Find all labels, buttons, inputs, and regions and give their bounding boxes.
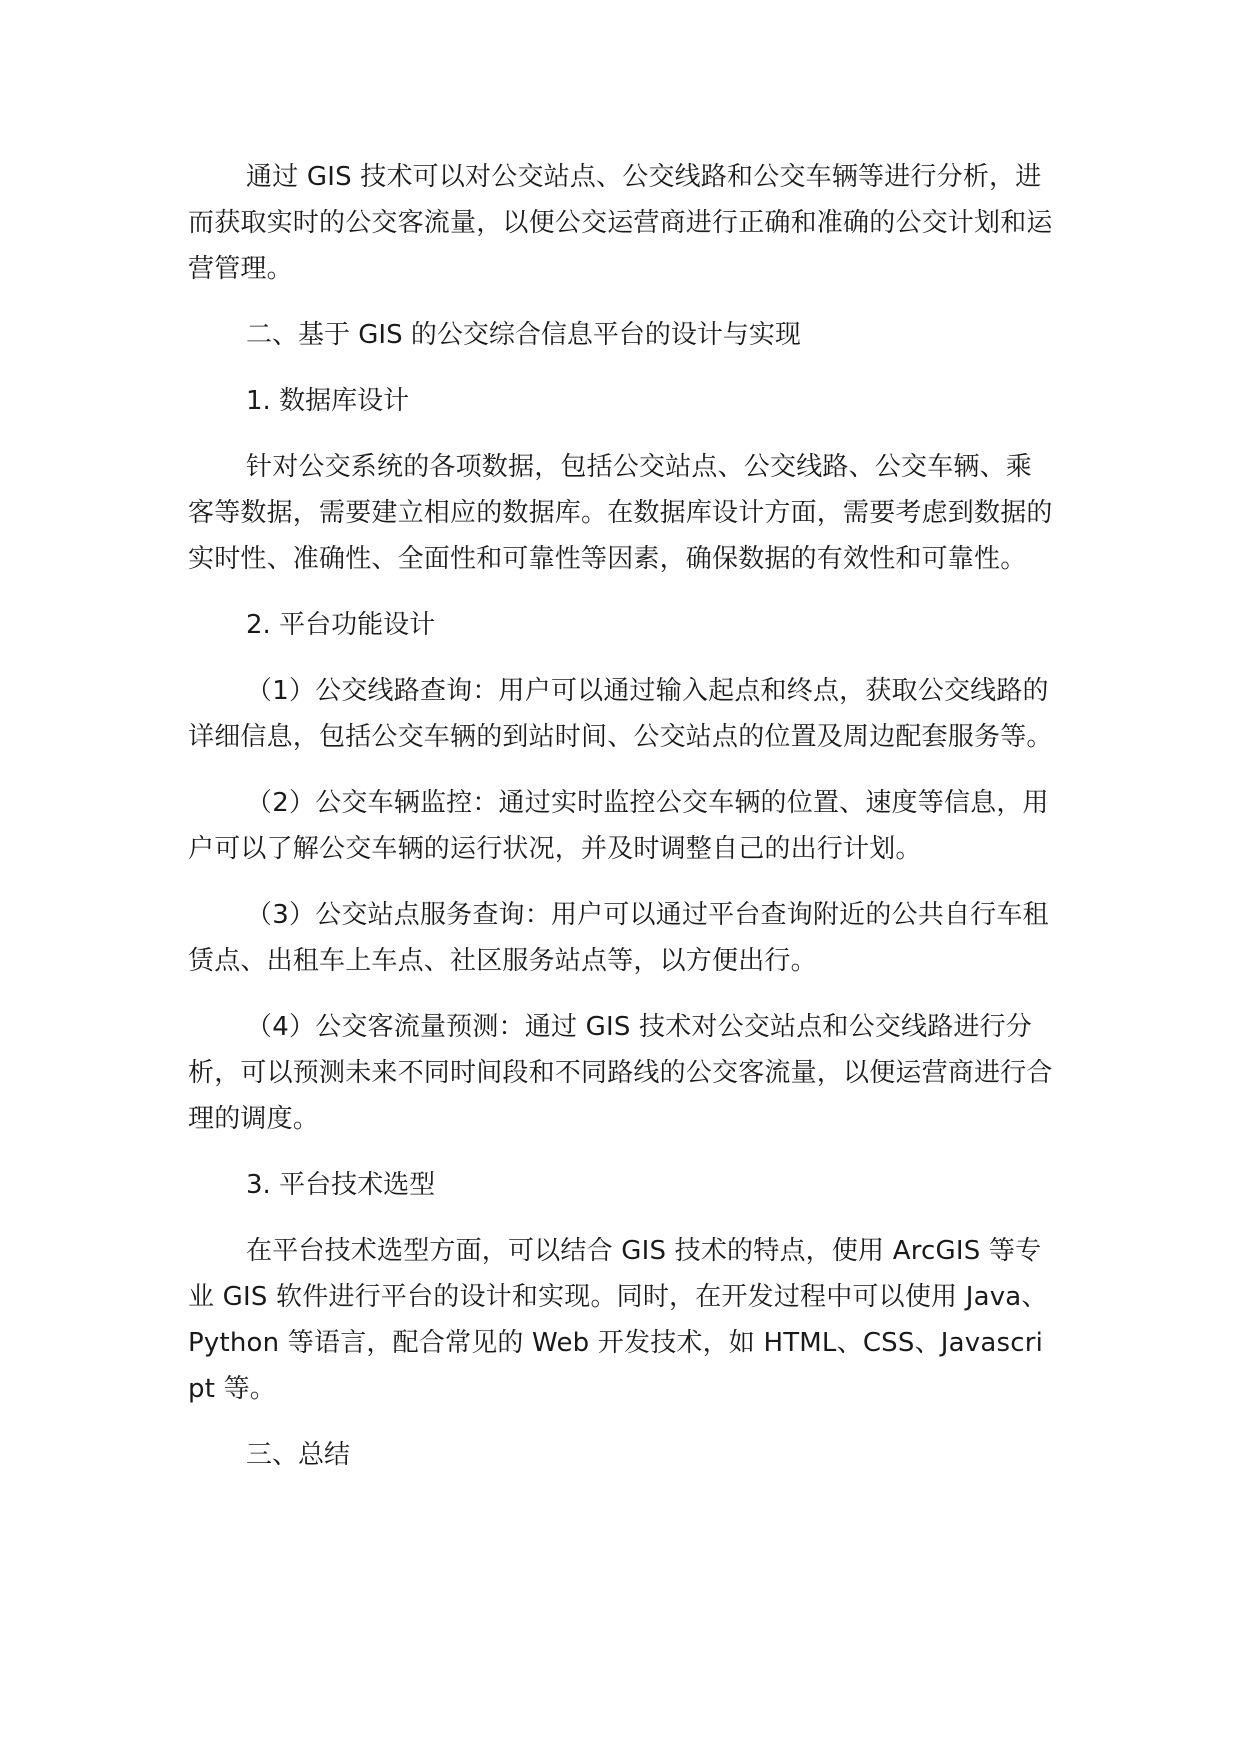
database-paragraph: 针对公交系统的各项数据，包括公交站点、公交线路、公交车辆、乘客等数据，需要建立相应的数据库。在数据库设计方面，需要考虑到数据的实时性、准确性、全面性和可靠性等因素，确保数据的有效性和可靠性。 bbox=[188, 452, 1053, 574]
function-item-vehicle-monitor: （2）公交车辆监控：通过实时监控公交车辆的位置、速度等信息，用户可以了解公交车辆的运行状况，并及时调整自己的出行计划。 bbox=[188, 788, 1049, 864]
tech-paragraph: 在平台技术选型方面，可以结合 GIS 技术的特点，使用 ArcGIS 等专业 GIS 软件进行平台的设计和实现。同时，在开发过程中可以使用 Java、Python 等语言，配合常见的 Web 开发技术，如 HTML、CSS、Javascript 等。 bbox=[188, 1236, 1048, 1404]
subsection-heading-database: 1. 数据库设计 bbox=[246, 386, 410, 416]
function-item-flow-forecast: （4）公交客流量预测：通过 GIS 技术对公交站点和公交线路进行分析，可以预测未来不同时间段和不同路线的公交客流量，以便运营商进行合理的调度。 bbox=[188, 1012, 1053, 1134]
intro-paragraph: 通过 GIS 技术可以对公交站点、公交线路和公交车辆等进行分析，进而获取实时的公交客流量，以便公交运营商进行正确和准确的公交计划和运营管理。 bbox=[188, 162, 1053, 284]
function-item-station-service: （3）公交站点服务查询：用户可以通过平台查询附近的公共自行车租赁点、出租车上车点、社区服务站点等，以方便出行。 bbox=[188, 900, 1049, 976]
document-body bbox=[188, 154, 1058, 1498]
section-heading-3: 三、总结 bbox=[246, 1440, 351, 1470]
subsection-heading-tech: 3. 平台技术选型 bbox=[246, 1170, 436, 1200]
subsection-heading-functions: 2. 平台功能设计 bbox=[246, 610, 436, 640]
function-item-route-query: （1）公交线路查询：用户可以通过输入起点和终点，获取公交线路的详细信息，包括公交车辆的到站时间、公交站点的位置及周边配套服务等。 bbox=[188, 676, 1053, 752]
section-heading-2: 二、基于 GIS 的公交综合信息平台的设计与实现 bbox=[246, 320, 801, 350]
